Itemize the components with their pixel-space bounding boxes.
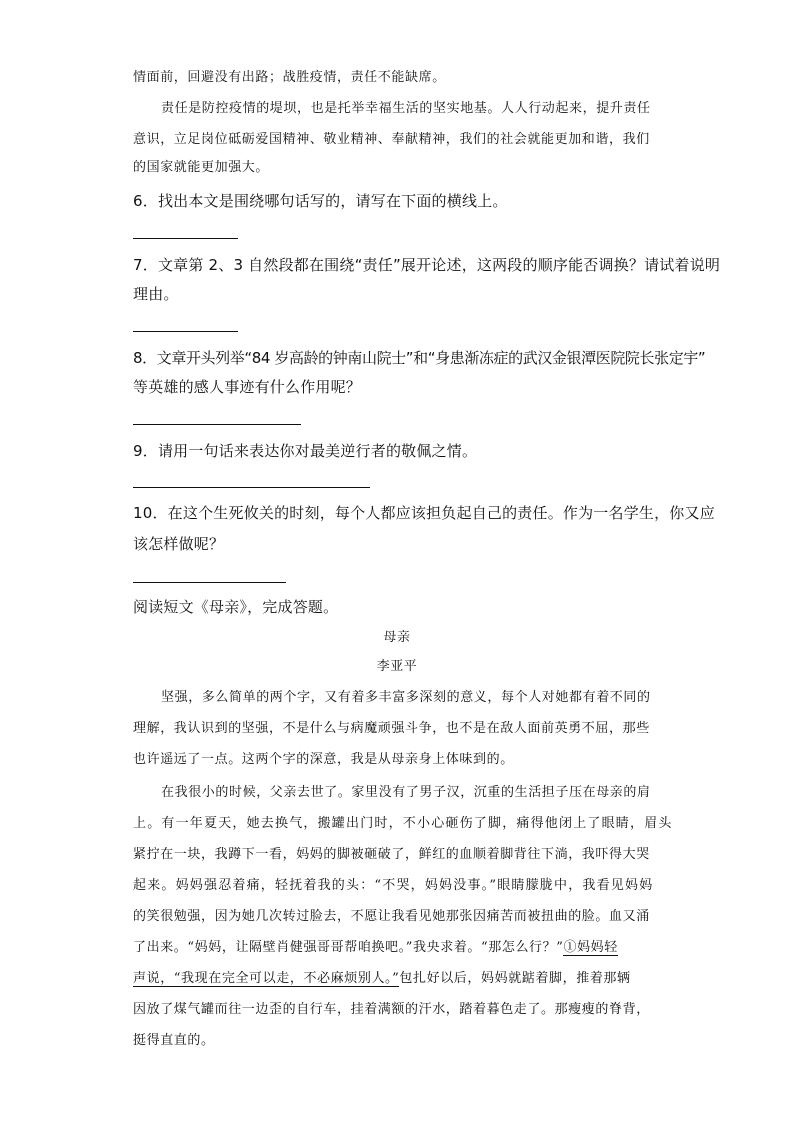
question-10: 10．在这个生死攸关的时刻，每个人都应该担负起自己的责任。作为一名学生，你又应	[133, 504, 715, 522]
question-7: 7．文章第 2、3 自然段都在围绕“责任”展开论述，这两段的顺序能否调换？请试着说明	[133, 256, 721, 274]
answer-line-7[interactable]	[133, 331, 238, 332]
passage-paragraph-line: 意识，立足岗位砥砺爱国精神、敬业精神、奉献精神，我们的社会就能更加和谐，我们	[133, 132, 650, 147]
article-title: 母亲	[383, 630, 411, 645]
question-10-cont: 该怎样做呢？	[133, 535, 225, 553]
passage-paragraph-line: 责任是防控疫情的堤坝，也是托举幸福生活的坚实地基。人人行动起来，提升责任	[161, 101, 651, 116]
article-paragraph-line: 在我很小的时候，父亲去世了。家里没有了男子汉，沉重的生活担子压在母亲的肩	[161, 785, 651, 800]
article-text-segment: 包扎好以后，妈妈就踮着脚，推着那辆	[399, 971, 631, 986]
article-paragraph-line: 坚强，多么简单的两个字，又有着多丰富多深刻的意义，每个人对她都有着不同的	[161, 690, 651, 705]
answer-line-10[interactable]	[133, 582, 286, 583]
question-9: 9．请用一句话来表达你对最美逆行者的敬佩之情。	[133, 442, 478, 460]
article-paragraph-line: 起来。妈妈强忍着痛，轻抚着我的头：“不哭，妈妈没事。”眼睛朦胧中，我看见妈妈	[133, 878, 654, 893]
article-paragraph-line: 因放了煤气罐而往一边歪的自行车，挂着满额的汗水，踏着暮色走了。那瘦瘦的脊背，	[133, 1002, 650, 1017]
article-paragraph-line: 上。有一年夏天，她去换气，搬罐出门时，不小心砸伤了脚，痛得他闭上了眼睛，眉头	[133, 816, 673, 831]
article-paragraph-line: 紧拧在一块，我蹲下一看，妈妈的脚被砸破了，鲜红的血顺着脚背往下淌，我吓得大哭	[133, 847, 650, 862]
article-paragraph-line	[133, 938, 673, 958]
article-paragraph-line: 也许遥远了一点。这两个字的深意，我是从母亲身上体味到的。	[133, 752, 514, 767]
article-paragraph-line: 理解，我认识到的坚强，不是什么与病魔顽强斗争，也不是在敌人面前英勇不屈，那些	[133, 721, 650, 736]
question-8: 8．文章开头列举“84 岁高龄的钟南山院士”和“身患渐冻症的武汉金银潭医院院长张定宇”	[133, 349, 706, 367]
question-7-cont: 理由。	[133, 285, 179, 303]
article-author: 李亚平	[376, 659, 418, 674]
question-6: 6．找出本文是围绕哪句话写的，请写在下面的横线上。	[133, 192, 508, 210]
reading-intro: 阅读短文《母亲》，完成答题。	[133, 598, 339, 616]
underlined-sentence: 声说，“我现在完全可以走，不必麻烦别人。”	[133, 971, 400, 986]
question-8-cont: 等英雄的感人事迹有什么作用呢？	[133, 378, 362, 396]
passage-tail-line: 情面前，回避没有出路；战胜疫情，责任不能缺席。	[133, 70, 446, 85]
article-paragraph-line	[133, 969, 673, 989]
article-paragraph-line: 挺得直直的。	[133, 1033, 215, 1048]
underlined-sentence: ①妈妈轻	[563, 940, 618, 955]
answer-line-8[interactable]	[133, 424, 301, 425]
passage-paragraph-line: 的国家就能更加强大。	[133, 160, 270, 175]
article-text-segment: 了出来。“妈妈，让隔壁肖健强哥哥帮咱换吧。”我央求着。“那怎么行？”	[133, 940, 564, 955]
answer-line-9[interactable]	[133, 487, 370, 488]
answer-line-6[interactable]	[133, 238, 238, 239]
article-paragraph-line: 的笑很勉强，因为她几次转过脸去，不愿让我看见她那张因痛苦而被扭曲的脸。血又涌	[133, 909, 650, 924]
